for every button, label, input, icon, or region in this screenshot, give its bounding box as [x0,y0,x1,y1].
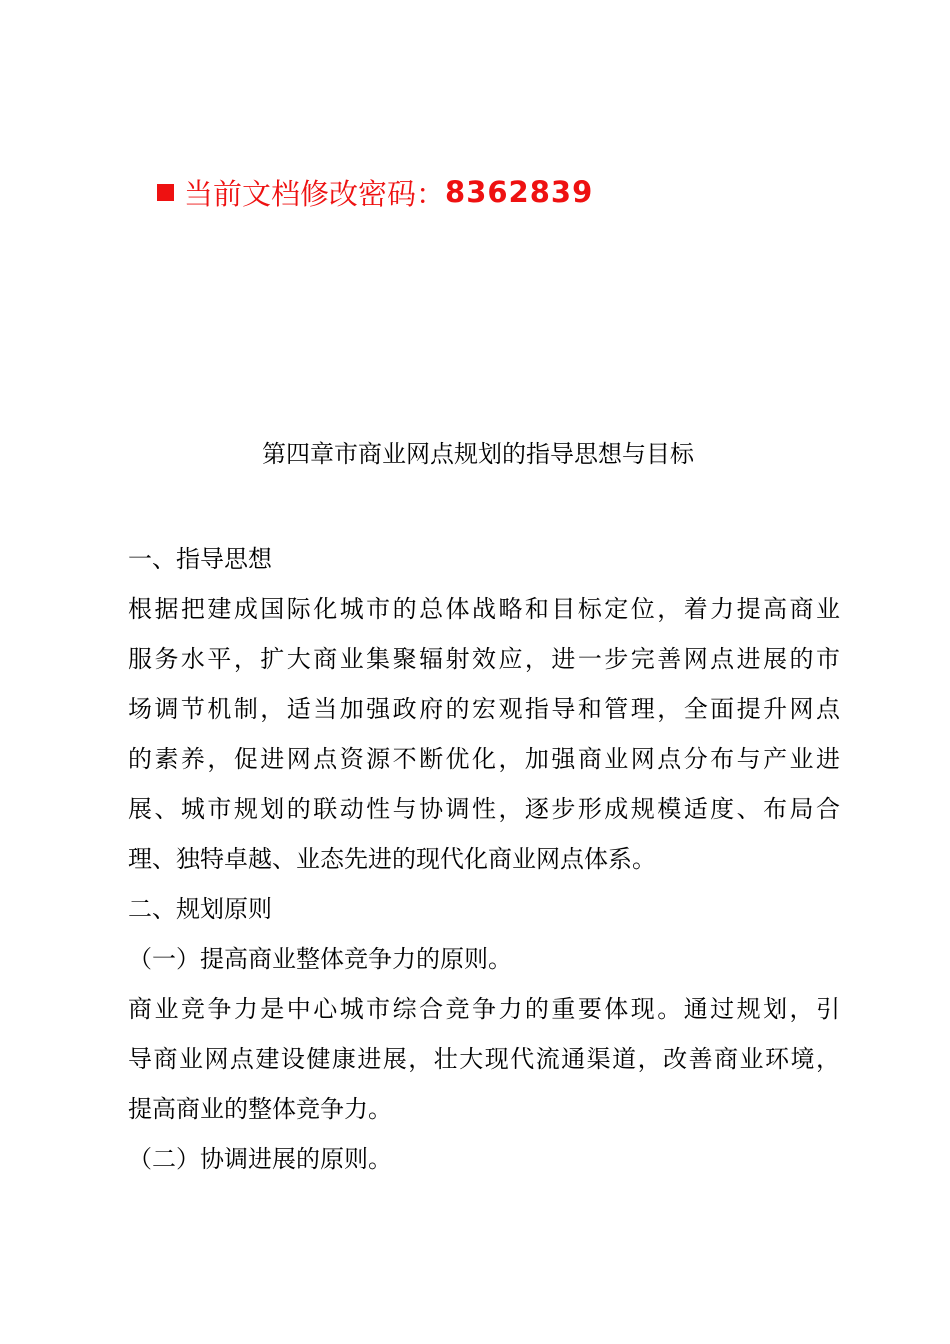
paragraph-line: 的素养，促进网点资源不断优化，加强商业网点分布与产业进 [128,745,840,773]
password-notice [157,168,593,216]
principle-title: （二）协调进展的原则。 [128,1145,392,1173]
square-bullet-icon [157,184,174,201]
password-notice-label: 当前文档修改密码： [184,176,446,211]
section-heading-planning-principles: 二、规划原则 [128,895,272,923]
paragraph-line: 导商业网点建设健康进展，壮大现代流通渠道，改善商业环境， [128,1045,840,1073]
paragraph-line: 理、独特卓越、业态先进的现代化商业网点体系。 [128,845,656,873]
section-heading-guiding-thought: 一、指导思想 [128,545,272,573]
password-code: 8362839 [445,175,594,209]
paragraph-line: 商业竞争力是中心城市综合竞争力的重要体现。通过规划，引 [128,995,840,1023]
paragraph-line: 服务水平，扩大商业集聚辐射效应，进一步完善网点进展的市 [128,645,840,673]
document-body [128,534,840,1184]
principle-title: （一）提高商业整体竞争力的原则。 [128,945,512,973]
paragraph-line: 展、城市规划的联动性与协调性，逐步形成规模适度、布局合 [128,795,840,823]
paragraph-line: 根据把建成国际化城市的总体战略和目标定位，着力提高商业 [128,595,840,623]
paragraph-line: 场调节机制，适当加强政府的宏观指导和管理，全面提升网点 [128,695,840,723]
chapter-title: 第四章市商业网点规划的指导思想与目标 [262,440,694,468]
paragraph-line: 提高商业的整体竞争力。 [128,1095,392,1123]
